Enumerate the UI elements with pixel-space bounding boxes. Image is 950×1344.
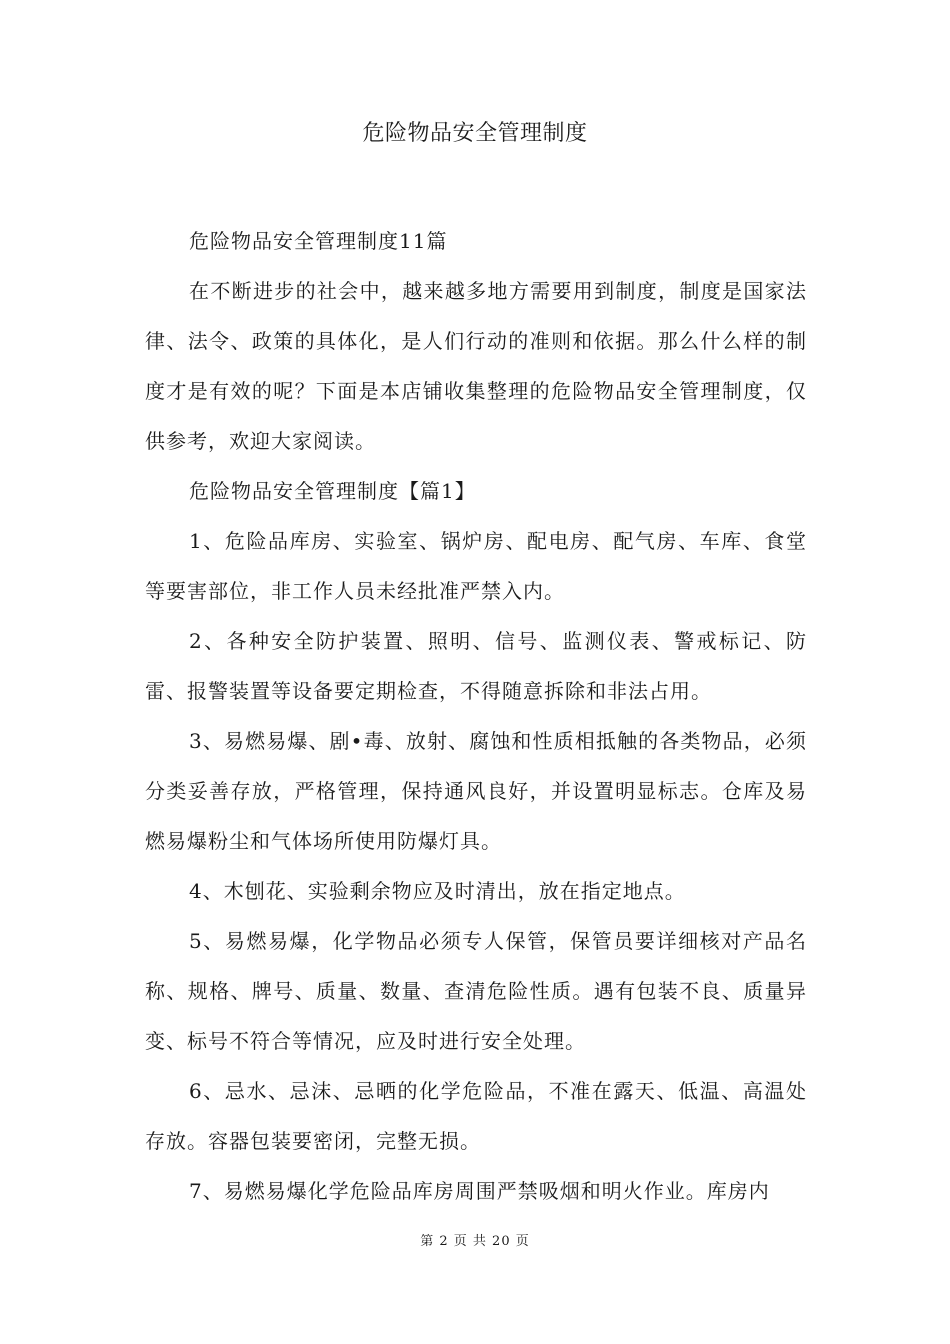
- paragraph-item-2: 2、各种安全防护装置、照明、信号、监测仪表、警戒标记、防雷、报警装置等设备要定期检查，不得随意拆除和非法占用。: [145, 629, 807, 703]
- paragraph-intro: 在不断进步的社会中，越来越多地方需要用到制度，制度是国家法律、法令、政策的具体化，是人们行动的准则和依据。那么什么样的制度才是有效的呢？下面是本店铺收集整理的危险物品安全管理制度，仅供参考，欢迎大家阅读。: [145, 279, 807, 453]
- document-title: 危险物品安全管理制度: [362, 121, 588, 146]
- paragraph-subtitle: 危险物品安全管理制度11篇: [189, 229, 448, 253]
- paragraph-item-1: 1、危险品库房、实验室、锅炉房、配电房、配气房、车库、食堂等要害部位，非工作人员未经批准严禁入内。: [145, 529, 807, 603]
- paragraph-section-heading: 危险物品安全管理制度【篇1】: [189, 479, 476, 503]
- paragraph-item-5: 5、易燃易爆，化学物品必须专人保管，保管员要详细核对产品名称、规格、牌号、质量、数量、查清危险性质。遇有包装不良、质量异变、标号不符合等情况，应及时进行安全处理。: [145, 929, 807, 1053]
- page-number-footer: 第 2 页 共 20 页: [420, 1234, 530, 1249]
- paragraph-item-6: 6、忌水、忌沫、忌晒的化学危险品，不准在露天、低温、高温处存放。容器包装要密闭，完整无损。: [145, 1079, 807, 1153]
- paragraph-item-7: 7、易燃易爆化学危险品库房周围严禁吸烟和明火作业。库房内: [189, 1179, 770, 1203]
- paragraph-item-4: 4、木刨花、实验剩余物应及时清出，放在指定地点。: [189, 879, 686, 903]
- paragraph-item-3: 3、易燃易爆、剧•毒、放射、腐蚀和性质相抵触的各类物品，必须分类妥善存放，严格管理，保持通风良好，并设置明显标志。仓库及易燃易爆粉尘和气体场所使用防爆灯具。: [145, 729, 807, 853]
- document-body: [145, 216, 807, 1216]
